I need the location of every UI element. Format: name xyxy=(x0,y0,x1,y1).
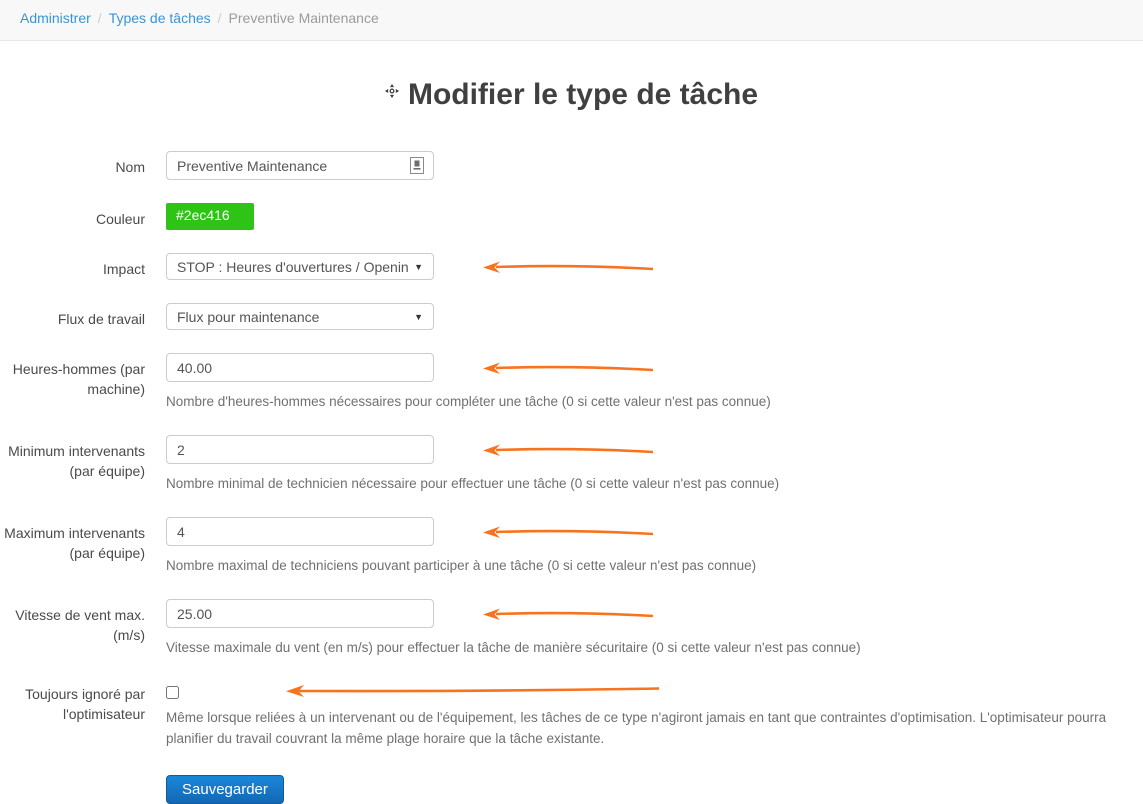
annotation-arrow xyxy=(480,443,656,457)
flux-label: Flux de travail xyxy=(57,311,145,327)
breadcrumb-current-page: Preventive Maintenance xyxy=(228,10,379,26)
breadcrumb-separator: / xyxy=(217,10,222,26)
form-group-flux xyxy=(0,303,1143,330)
annotation-arrow xyxy=(283,682,661,698)
form-group-vitesse-vent xyxy=(0,599,1143,658)
vitesse-vent-input[interactable] xyxy=(166,599,434,628)
form-group-toujours-ignore xyxy=(0,681,1143,749)
annotation-arrow xyxy=(480,361,656,375)
max-intervenants-help: Nombre maximal de techniciens pouvant participer à une tâche (0 si cette valeur n'est pas connue) xyxy=(166,558,757,573)
flux-select[interactable] xyxy=(166,303,434,330)
save-button[interactable]: Sauvegarder xyxy=(166,775,284,804)
annotation-arrow xyxy=(480,525,656,539)
nom-label: Nom xyxy=(115,159,145,175)
max-intervenants-label: Maximum intervenants (par équipe) xyxy=(4,525,145,561)
min-intervenants-label: Minimum intervenants (par équipe) xyxy=(8,443,145,479)
impact-select-value: STOP : Heures d'ouvertures / Openin xyxy=(177,258,409,275)
form-group-max-intervenants xyxy=(0,517,1143,576)
couleur-label: Couleur xyxy=(95,211,145,227)
vitesse-vent-label: Vitesse de vent max. (m/s) xyxy=(15,607,145,643)
form-group-impact xyxy=(0,253,1143,280)
color-swatch[interactable]: #2ec416 xyxy=(166,203,254,230)
chevron-down-icon: ▼ xyxy=(414,311,423,322)
flux-select-value: Flux pour maintenance xyxy=(177,308,320,325)
toujours-ignore-help: Même lorsque reliées à un intervenant ou de l'équipement, les tâches de ce type n'agiront jamais en tant que contraintes d'optimisation. L'optimisateur pourra planifier du travail couvrant la même plage horaire que la tâche existante. xyxy=(166,710,1107,746)
impact-select[interactable] xyxy=(166,253,434,280)
form-group-nom xyxy=(0,151,1143,180)
toujours-ignore-checkbox[interactable] xyxy=(166,686,179,699)
heures-hommes-input[interactable] xyxy=(166,353,434,382)
breadcrumb xyxy=(0,0,1143,41)
form-group-save xyxy=(0,775,1143,804)
heures-hommes-help: Nombre d'heures-hommes nécessaires pour compléter une tâche (0 si cette valeur n'est pas connue) xyxy=(166,394,771,409)
impact-label: Impact xyxy=(102,261,145,277)
form-group-couleur xyxy=(0,203,1143,230)
breadcrumb-link-administrer[interactable]: Administrer xyxy=(20,10,91,26)
chevron-down-icon: ▼ xyxy=(414,261,423,272)
vitesse-vent-help: Vitesse maximale du vent (en m/s) pour effectuer la tâche de manière sécuritaire (0 si cette valeur n'est pas connue) xyxy=(166,640,861,655)
form-group-heures-hommes xyxy=(0,353,1143,412)
page-title xyxy=(0,71,1143,113)
min-intervenants-help: Nombre minimal de technicien nécessaire pour effectuer une tâche (0 si cette valeur n'est pas connue) xyxy=(166,476,780,491)
annotation-arrow xyxy=(480,260,656,274)
min-intervenants-input[interactable] xyxy=(166,435,434,464)
breadcrumb-link-types-de-taches[interactable]: Types de tâches xyxy=(108,10,211,26)
task-type-icon xyxy=(385,71,399,107)
page-title-text: Modifier le type de tâche xyxy=(407,78,759,111)
nom-input[interactable] xyxy=(166,151,434,180)
task-type-form xyxy=(0,151,1143,804)
heures-hommes-label: Heures-hommes (par machine) xyxy=(12,361,145,397)
annotation-arrow xyxy=(480,607,656,621)
breadcrumb-separator: / xyxy=(97,10,102,26)
toujours-ignore-label: Toujours ignoré par l'optimisateur xyxy=(25,686,145,722)
form-group-min-intervenants xyxy=(0,435,1143,494)
max-intervenants-input[interactable] xyxy=(166,517,434,546)
